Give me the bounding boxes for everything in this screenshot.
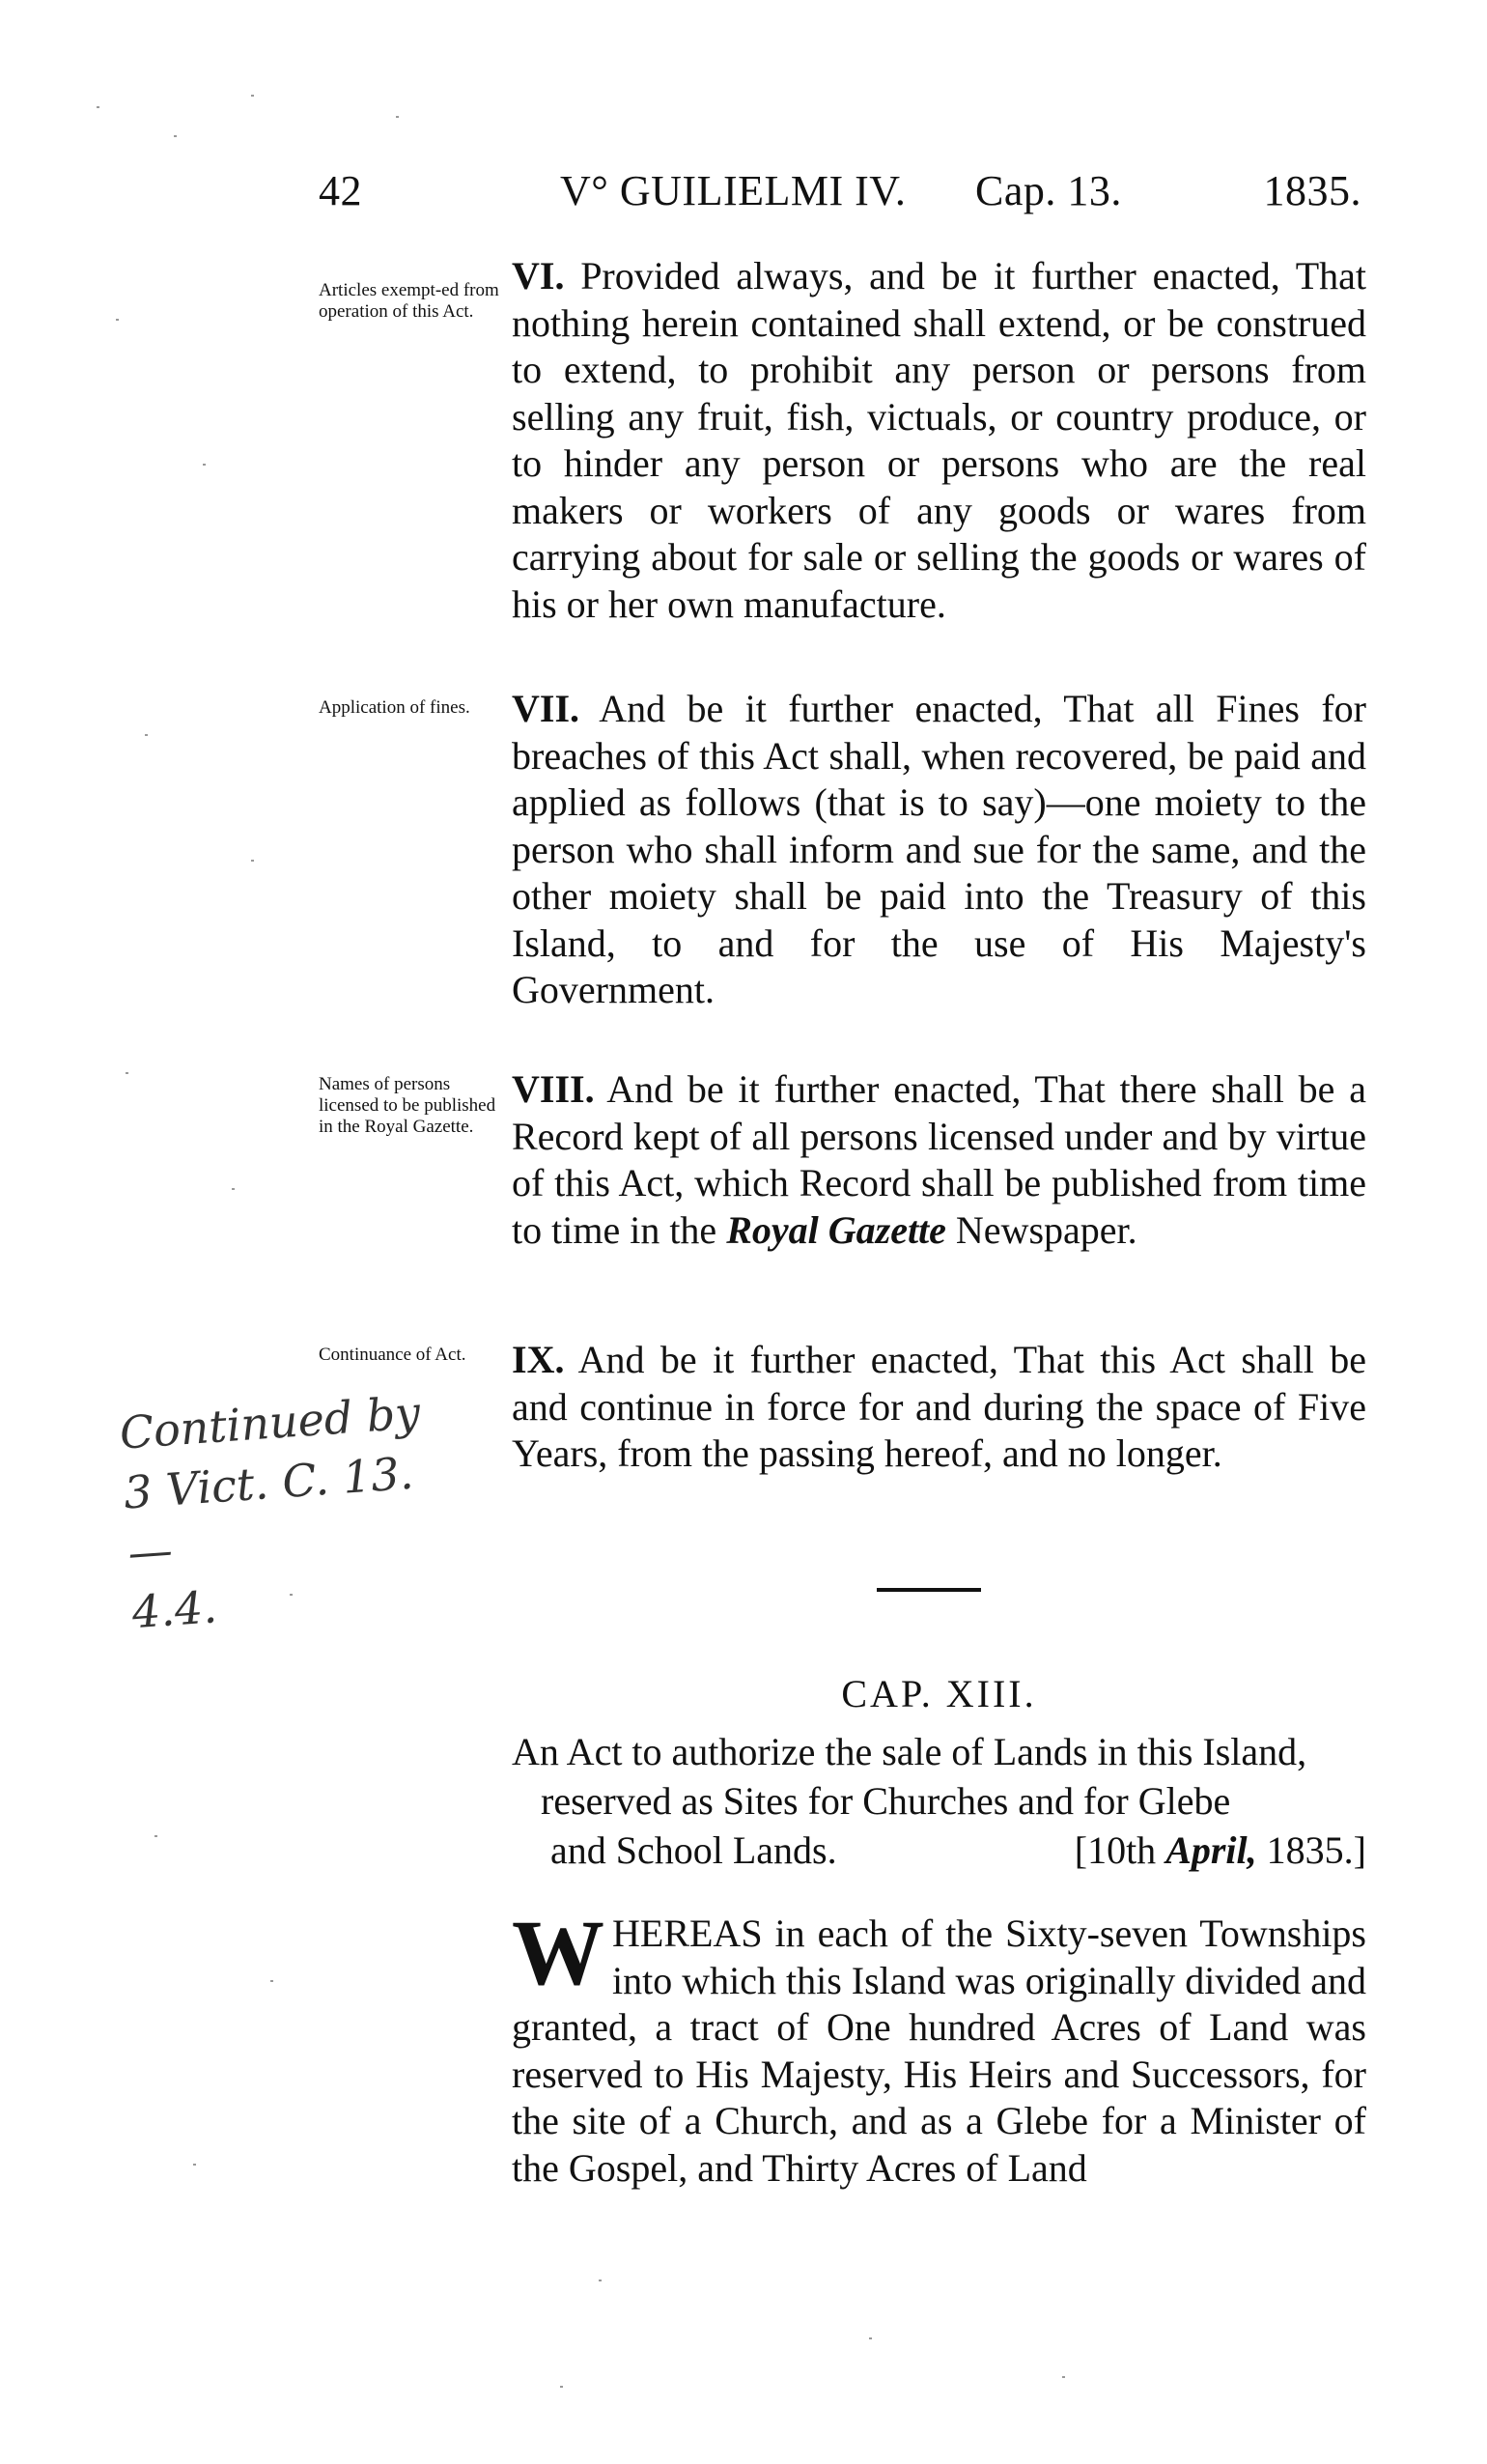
act-title-line3-text: and School Lands. bbox=[550, 1828, 837, 1872]
date-prefix: [10th bbox=[1074, 1828, 1166, 1872]
margin-note-vi: Articles exempt-ed from operation of this Act. bbox=[319, 280, 499, 322]
drop-cap: W bbox=[512, 1901, 604, 2004]
section-number: VII. bbox=[512, 687, 580, 730]
section-viii bbox=[512, 1066, 1366, 1254]
section-vii bbox=[512, 686, 1366, 1014]
chapter-number: Cap. 13. bbox=[975, 167, 1122, 214]
year: 1835. bbox=[1263, 167, 1361, 214]
act-date bbox=[1075, 1826, 1366, 1875]
section-text-end: Newspaper. bbox=[945, 1207, 1137, 1252]
handwriting-line: Continued by bbox=[118, 1386, 422, 1459]
date-month: April, bbox=[1165, 1828, 1257, 1872]
running-header bbox=[319, 166, 1361, 224]
preamble bbox=[512, 1901, 1366, 2192]
gazette-name: Royal Gazette bbox=[726, 1207, 946, 1252]
section-text: And be it further enacted, That this Act shall be and continue in force for and during the space of Five Years, from the passing hereof, and no longer. bbox=[512, 1338, 1367, 1475]
handwritten-annotation bbox=[118, 1379, 481, 1643]
margin-note-ix: Continuance of Act. bbox=[319, 1345, 466, 1365]
margin-note-viii: Names of persons licensed to be published in the Royal Gazette. bbox=[319, 1074, 496, 1137]
preamble-text: HEREAS in each of the Sixty-seven Townships into which this Island was originally divided and granted, a tract of One hundred Acres of Land was reserved to His Majesty, His Heirs and Successors, for the site of a Church, and as a Glebe for a Minister of the Gospel, and Thirty Acres of Land bbox=[512, 1912, 1366, 2190]
section-vi bbox=[512, 253, 1366, 628]
date-suffix: 1835.] bbox=[1256, 1828, 1366, 1872]
cap-heading: CAP. XIII. bbox=[841, 1672, 1037, 1715]
act-title-line1: An Act to authorize the sale of Lands in this Island, bbox=[512, 1730, 1307, 1773]
section-number: VIII. bbox=[512, 1067, 595, 1111]
act-title-line2: reserved as Sites for Churches and for Glebe bbox=[541, 1779, 1231, 1823]
act-title bbox=[512, 1727, 1366, 1875]
section-divider-rule bbox=[877, 1588, 981, 1592]
section-number: IX. bbox=[512, 1338, 565, 1381]
page-number: 42 bbox=[319, 167, 362, 214]
handwriting-line: 4.4. bbox=[130, 1580, 219, 1639]
section-text: And be it further enacted, That all Fines for breaches of this Act shall, when recovered, be paid and applied as follows (that is to say)—one moiety to the person who shall inform and sue for the same, and the other moiety shall be paid into the Treasury of this Island, to and for the use of His Majesty's Government. bbox=[512, 687, 1367, 1011]
section-ix bbox=[512, 1337, 1366, 1478]
section-number: VI. bbox=[512, 254, 565, 297]
section-text: Provided always, and be it further enacted, That nothing herein contained shall extend, or be construed to extend, to prohibit any person or persons from selling any fruit, fish, victuals, or country produce, or to hinder any person or persons who are the real makers or workers of any goods or wares from carrying about for sale or selling the goods or wares of his or her own manufacture. bbox=[512, 254, 1367, 626]
act-title-line3 bbox=[512, 1826, 1366, 1875]
margin-note-vii: Application of fines. bbox=[319, 697, 470, 718]
section-text: And be it further enacted, That there shall be a Record kept of all persons licensed under and by virtue of this Act, which Record shall be published from time to time in the bbox=[512, 1067, 1366, 1252]
handwriting-line: 3 Vict. C. 13. — bbox=[122, 1446, 415, 1579]
running-title: V° GUILIELMI IV. bbox=[560, 167, 907, 214]
